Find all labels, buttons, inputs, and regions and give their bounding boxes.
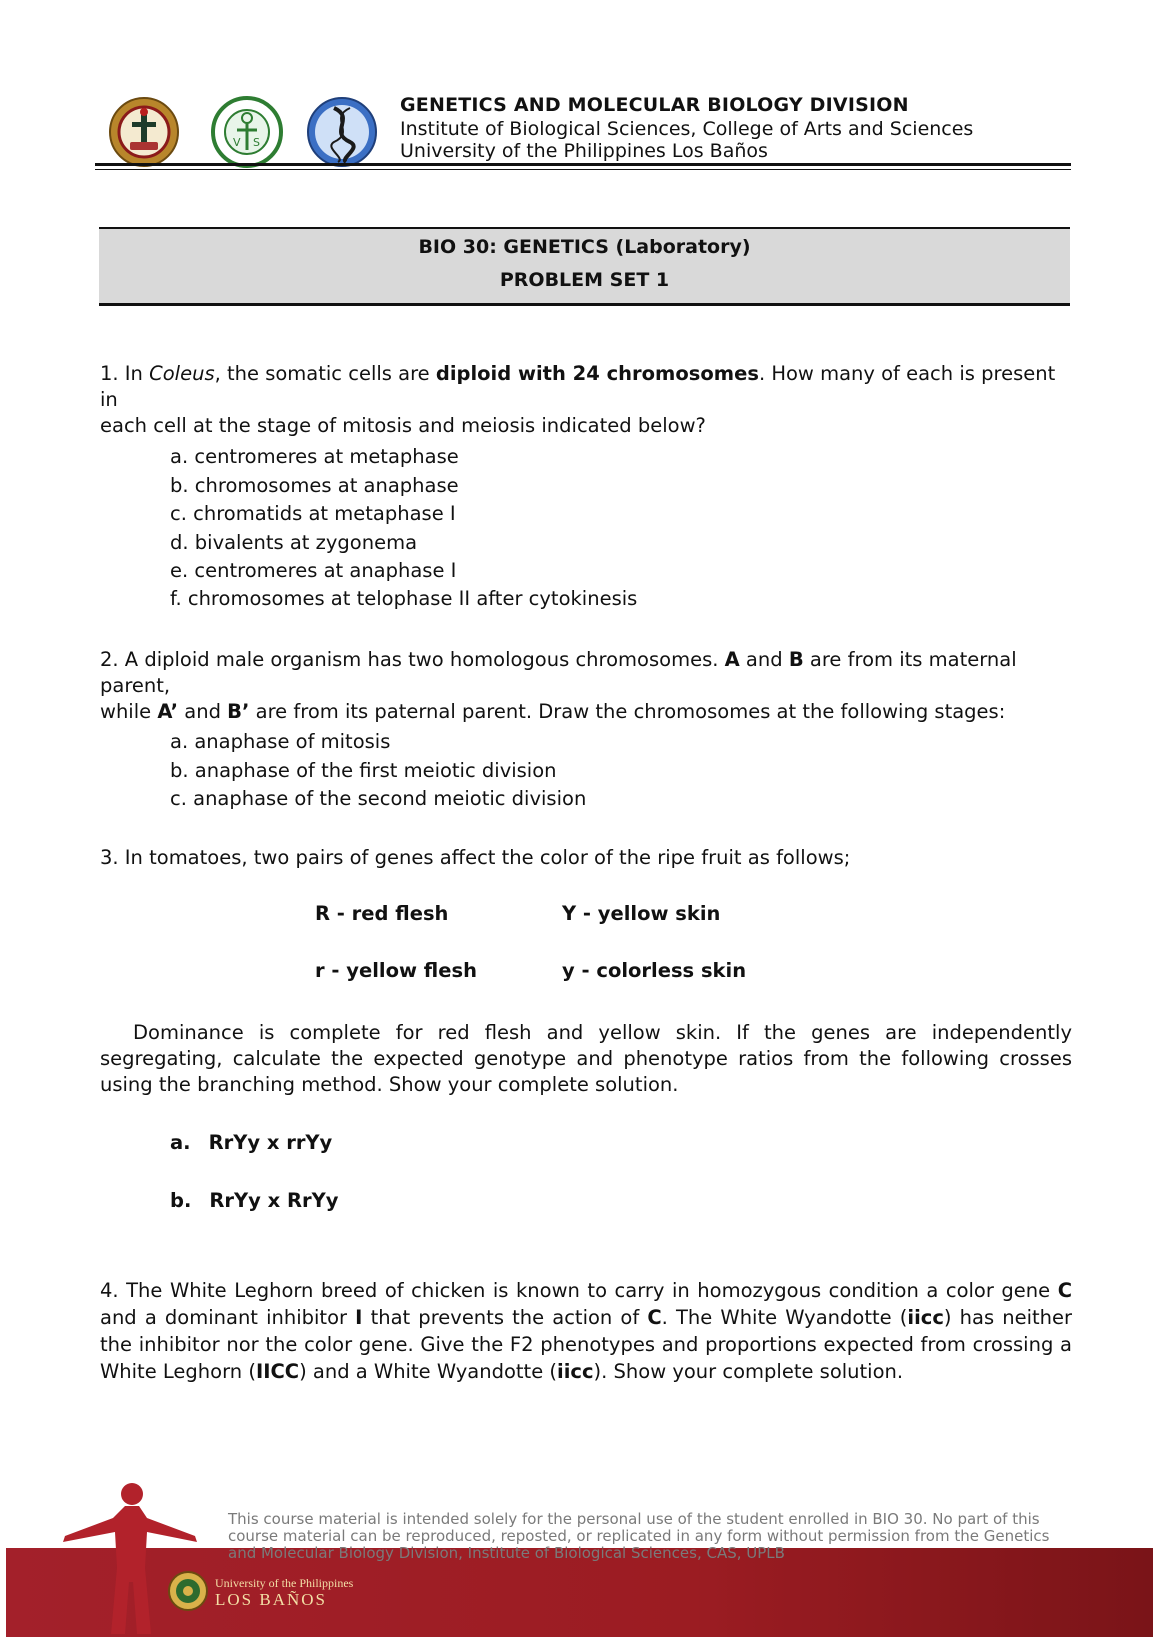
cross-value: RrYy x rrYy	[208, 1131, 333, 1154]
q4-genotype: iicc	[557, 1360, 594, 1383]
list-item: f. chromosomes at telophase II after cytokinesis	[170, 587, 638, 610]
q4-text: that prevents the action of	[362, 1306, 648, 1329]
q4-text: ). Show your complete solution.	[593, 1360, 904, 1383]
question-3-intro: 3. In tomatoes, two pairs of genes affect the color of the ripe fruit as follows;	[100, 846, 851, 869]
q1-bold: diploid with 24 chromosomes	[435, 362, 759, 385]
university-wordmark: University of the Philippines	[215, 1576, 354, 1590]
question-4	[100, 1277, 1072, 1385]
q2-text: are from its paternal parent. Draw the chromosomes at the following stages:	[249, 700, 1006, 723]
cross-value: RrYy x RrYy	[209, 1189, 339, 1212]
q4-genotype: iicc	[907, 1306, 944, 1329]
q1-text: , the somatic cells are	[214, 362, 436, 385]
q4-gene-C: C	[647, 1306, 662, 1329]
list-item: e. centromeres at anaphase I	[170, 559, 457, 582]
gene-Y: Y - yellow skin	[562, 902, 721, 925]
cross-label: a.	[170, 1131, 191, 1154]
cross-a	[170, 1131, 332, 1154]
q4-text: ) and a White Wyandotte (	[299, 1360, 558, 1383]
cross-b	[170, 1189, 338, 1212]
q4-gene-C: C	[1057, 1279, 1072, 1302]
institute-seal-icon	[211, 96, 283, 168]
gene-y: y - colorless skin	[562, 959, 747, 982]
problem-set-title: PROBLEM SET 1	[499, 269, 670, 291]
q2-text: are from its maternal parent,	[100, 648, 1017, 697]
header-rule-thin	[95, 169, 1071, 170]
q2-text: and	[739, 648, 789, 671]
q2-text: and	[178, 700, 228, 723]
q1-organism: Coleus	[149, 362, 215, 385]
q1-text-rest: . How many of each is present in	[100, 362, 1056, 411]
svg-text:S: S	[253, 136, 260, 149]
college-seal-icon	[108, 96, 180, 168]
q1-line2: each cell at the stage of mitosis and meiosis indicated below?	[100, 414, 706, 437]
q4-genotype: IICC	[255, 1360, 300, 1383]
question-2	[100, 647, 1072, 725]
question-1	[100, 361, 1072, 439]
svg-text:V: V	[233, 136, 241, 149]
cross-label: b.	[170, 1189, 192, 1212]
copyright-notice: This course material is intended solely for the personal use of the student enrolled in BIO 30. No part of this course material can be reproduced, reposted, or replicated in any form without permission from the Genetics and Molecular Biology Division, Institute of Biological Sciences, CAS, UPLB	[228, 1510, 1050, 1562]
list-item: a. anaphase of mitosis	[170, 730, 391, 753]
gene-R: R - red flesh	[315, 902, 449, 925]
q2-text: while	[100, 700, 158, 723]
list-item: c. chromatids at metaphase I	[170, 502, 456, 525]
q2-gene-A: A	[724, 648, 740, 671]
q4-text: ) has neither the inhibitor nor the color gene. Give the F2 phenotypes and proportions expected from crossing a White Leghorn (	[100, 1306, 1073, 1383]
q4-text: 4. The White Leghorn breed of chicken is known to carry in homozygous condition a color gene	[100, 1279, 1058, 1302]
los-banos-wordmark: LOS BAÑOS	[215, 1590, 327, 1609]
gene-r: r - yellow flesh	[315, 959, 477, 982]
list-item: c. anaphase of the second meiotic division	[170, 787, 587, 810]
q1-num: 1. In	[100, 362, 150, 385]
institute-line: Institute of Biological Sciences, College of Arts and Sciences	[400, 118, 974, 140]
q4-text: and a dominant inhibitor	[100, 1306, 356, 1329]
course-title: BIO 30: GENETICS (Laboratory)	[418, 236, 751, 258]
q2-gene-A-prime: A’	[157, 700, 179, 723]
q2-gene-B: B	[788, 648, 804, 671]
uplb-seal-icon	[168, 1571, 208, 1611]
dna-logo-icon	[306, 96, 378, 168]
list-item: b. chromosomes at anaphase	[170, 474, 459, 497]
university-line: University of the Philippines Los Baños	[400, 140, 768, 162]
title-band	[99, 227, 1070, 306]
question-3-paragraph: Dominance is complete for red flesh and yellow skin. If the genes are independently segregating, calculate the expected genotype and phenotype ratios from the following crosses using the branching method. Show your complete solution.	[100, 1021, 1072, 1096]
list-item: d. bivalents at zygonema	[170, 531, 418, 554]
q2-text: 2. A diploid male organism has two homologous chromosomes.	[100, 648, 725, 671]
list-item: a. centromeres at metaphase	[170, 445, 459, 468]
q2-gene-B-prime: B’	[227, 700, 250, 723]
q4-text: . The White Wyandotte (	[661, 1306, 908, 1329]
header-rule	[95, 163, 1071, 166]
q4-gene-I: I	[355, 1306, 363, 1329]
division-title: GENETICS AND MOLECULAR BIOLOGY DIVISION	[400, 94, 909, 116]
list-item: b. anaphase of the first meiotic division	[170, 759, 557, 782]
